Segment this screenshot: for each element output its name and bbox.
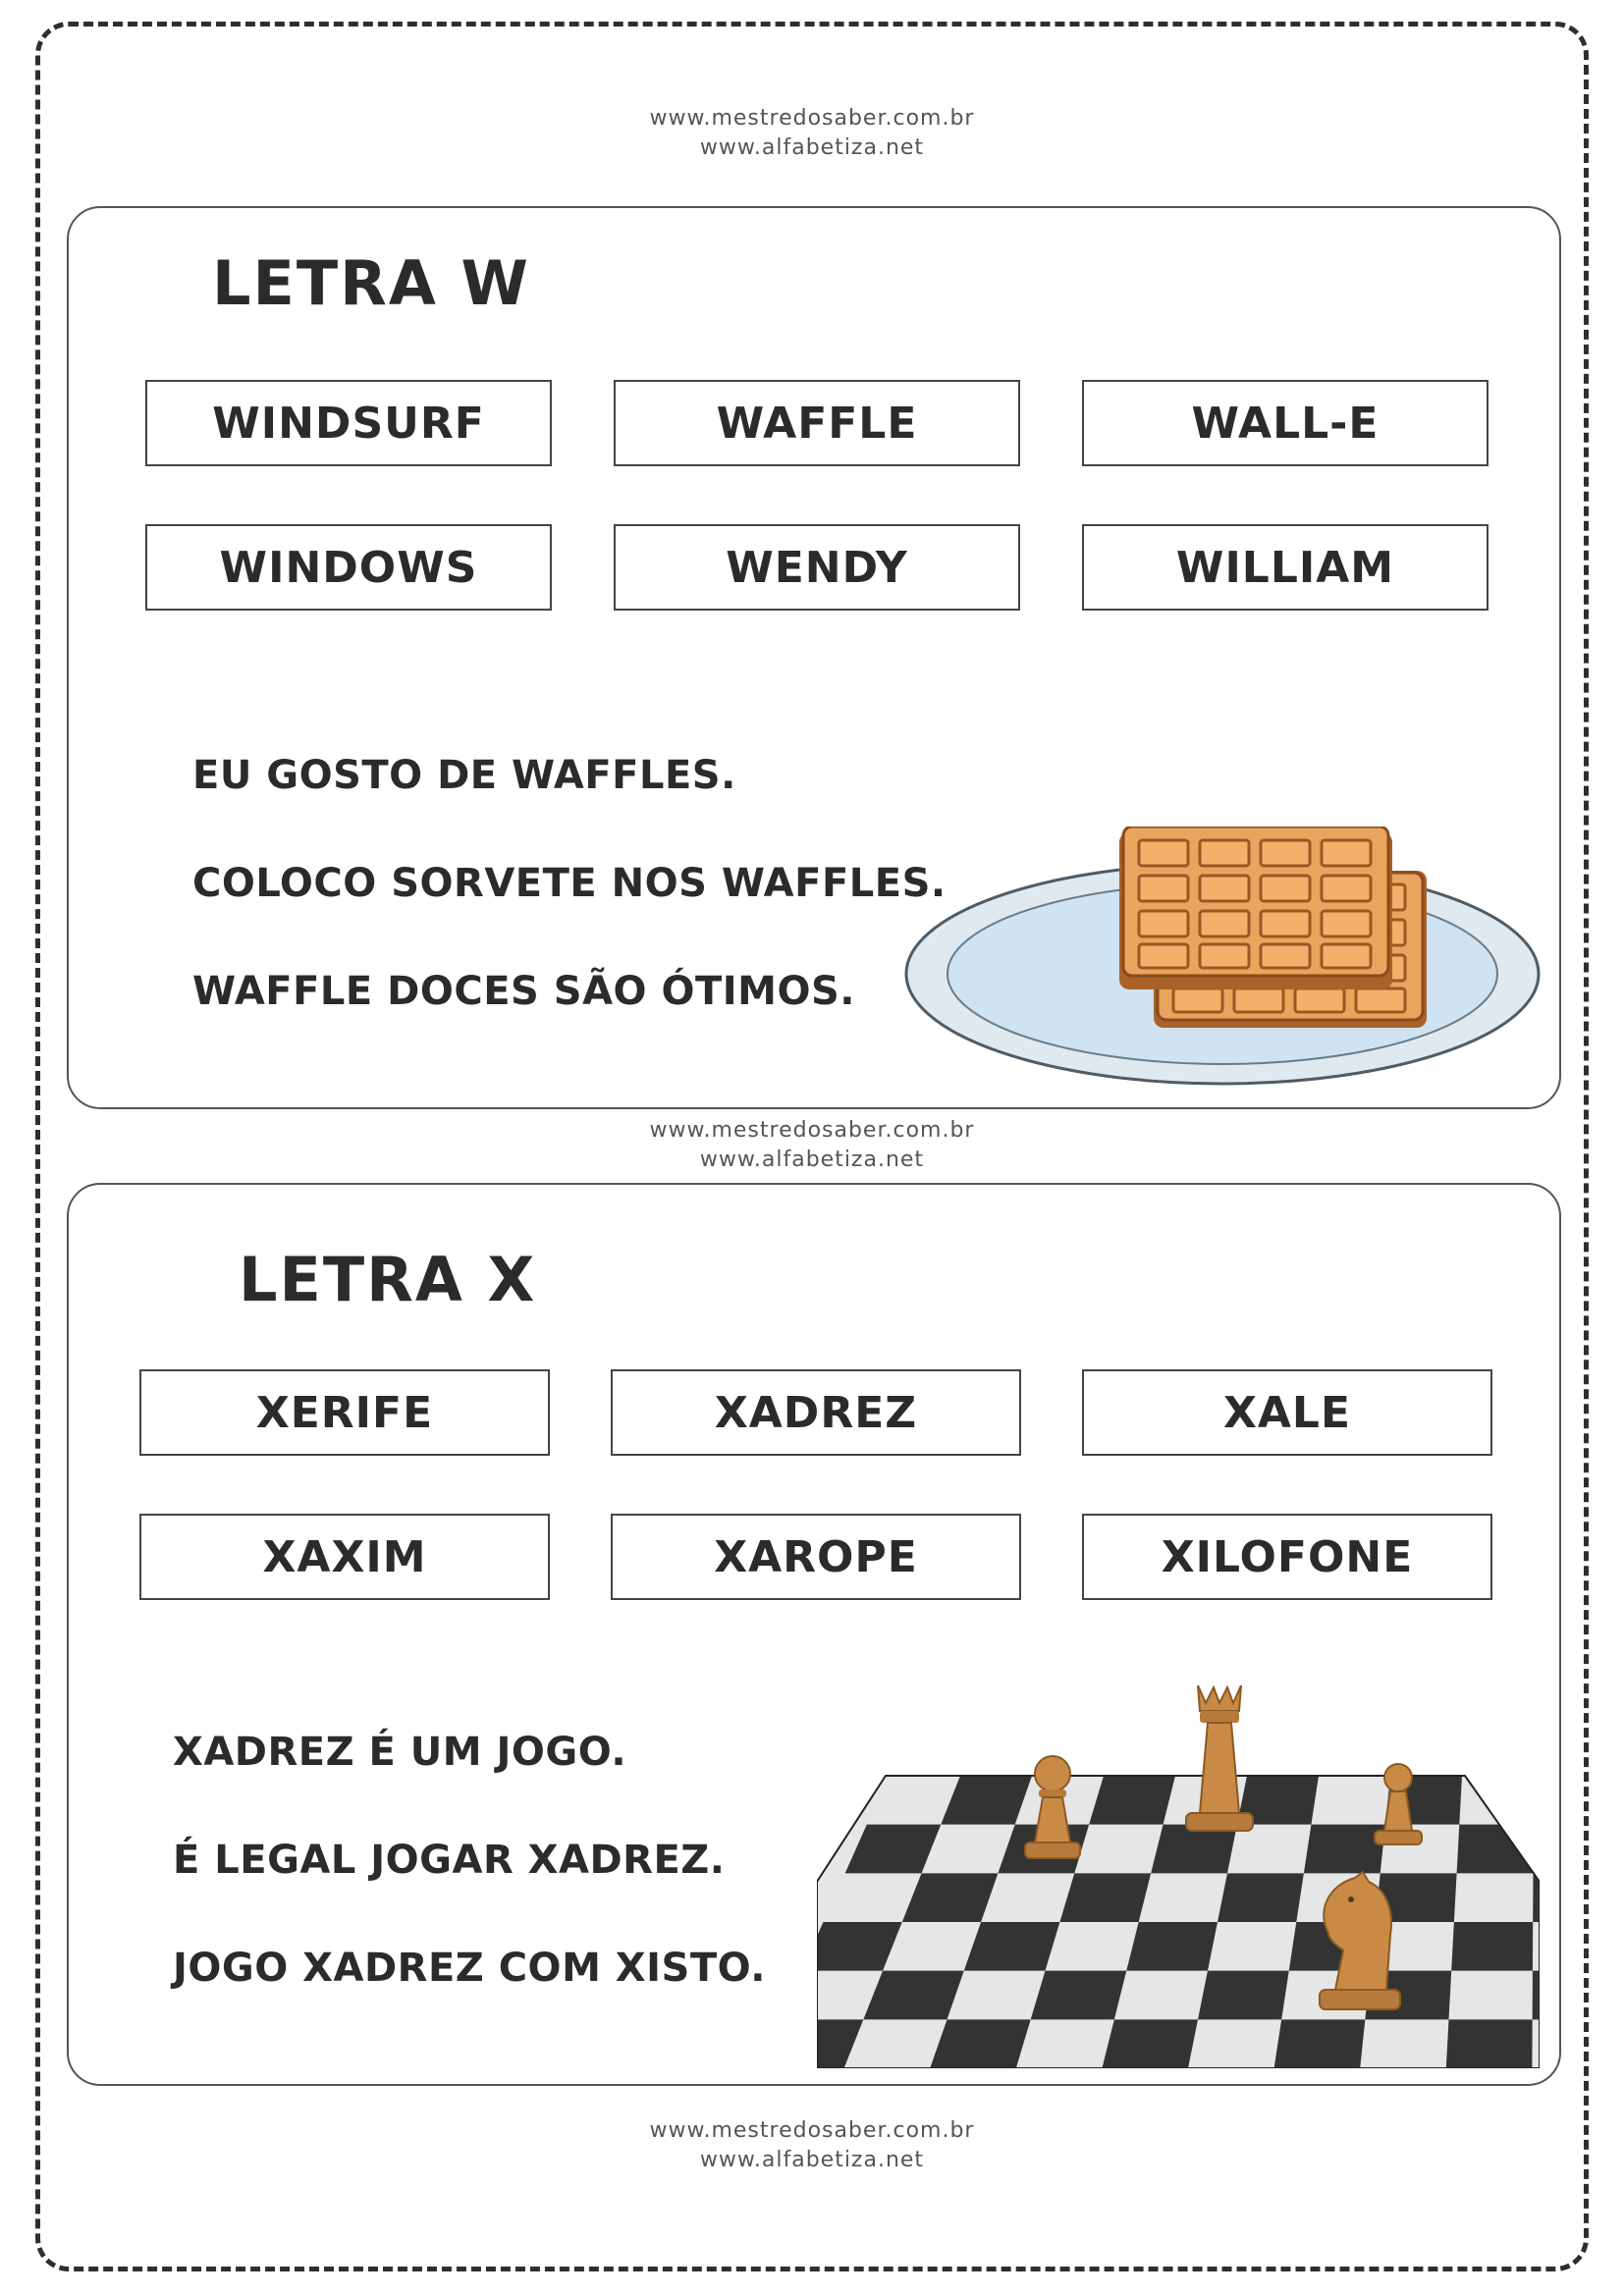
site-credit-bottom: [0, 2116, 1624, 2175]
chessboard-square: [1089, 1776, 1175, 1825]
chessboard-square: [1457, 1825, 1534, 1874]
chessboard-square: [1126, 1922, 1218, 1971]
chessboard-square: [1059, 1873, 1151, 1922]
site-url-mestredosaber: www.mestredosaber.com.br: [649, 106, 975, 131]
chessboard-illustration: [817, 1685, 1540, 2068]
sentence: É LEGAL JOGAR XADREZ.: [173, 1838, 726, 1883]
chessboard-square: [1451, 1922, 1533, 1971]
word-card: XERIFE: [139, 1369, 550, 1456]
word-card: WAFFLE: [614, 380, 1020, 466]
chessboard-square: [1218, 1873, 1304, 1922]
chessboard-square: [1533, 1971, 1540, 2020]
site-url-mestredosaber: www.mestredosaber.com.br: [649, 2118, 975, 2143]
site-credit-top: [0, 104, 1624, 163]
chessboard-square: [1274, 2019, 1366, 2068]
panel-title: LETRA W: [212, 247, 530, 319]
chessboard-square: [930, 2019, 1030, 2068]
site-url-mestredosaber: www.mestredosaber.com.br: [649, 1118, 975, 1143]
word-card: XAROPE: [611, 1514, 1021, 1600]
word-card: WILLIAM: [1082, 524, 1489, 611]
chessboard-square: [1198, 1971, 1289, 2020]
sentence: COLOCO SORVETE NOS WAFFLES.: [192, 861, 947, 906]
word-card: XILOFONE: [1082, 1514, 1492, 1600]
waffle-plate-illustration: [898, 827, 1546, 1101]
chessboard-square: [1151, 1825, 1237, 1874]
chessboard-square: [1031, 1971, 1127, 2020]
word-card: XALE: [1082, 1369, 1492, 1456]
sentence: EU GOSTO DE WAFFLES.: [192, 753, 736, 798]
chessboard-square: [1304, 1825, 1385, 1874]
panel-title: LETRA X: [239, 1244, 537, 1315]
word-card: XADREZ: [611, 1369, 1021, 1456]
site-credit-middle: [0, 1116, 1624, 1175]
panel-letter-x: [67, 1183, 1561, 2086]
panel-letter-w: [67, 206, 1561, 1109]
word-card: WINDOWS: [145, 524, 552, 611]
word-card: WALL-E: [1082, 380, 1489, 466]
sentence: XADREZ É UM JOGO.: [173, 1730, 627, 1775]
sentence: JOGO XADREZ COM XISTO.: [173, 1946, 766, 1991]
word-card: WENDY: [614, 524, 1020, 611]
chessboard-square: [1446, 2019, 1533, 2068]
site-url-alfabetiza: www.alfabetiza.net: [699, 1148, 925, 1172]
chessboard-squares: [817, 1685, 1540, 2068]
word-card: XAXIM: [139, 1514, 550, 1600]
word-card: WINDSURF: [145, 380, 552, 466]
chessboard-square: [1102, 2019, 1198, 2068]
chessboard-square: [1534, 1776, 1540, 1825]
site-url-alfabetiza: www.alfabetiza.net: [699, 135, 925, 160]
sentence: WAFFLE DOCES SÃO ÓTIMOS.: [192, 969, 855, 1014]
site-url-alfabetiza: www.alfabetiza.net: [699, 2148, 925, 2172]
